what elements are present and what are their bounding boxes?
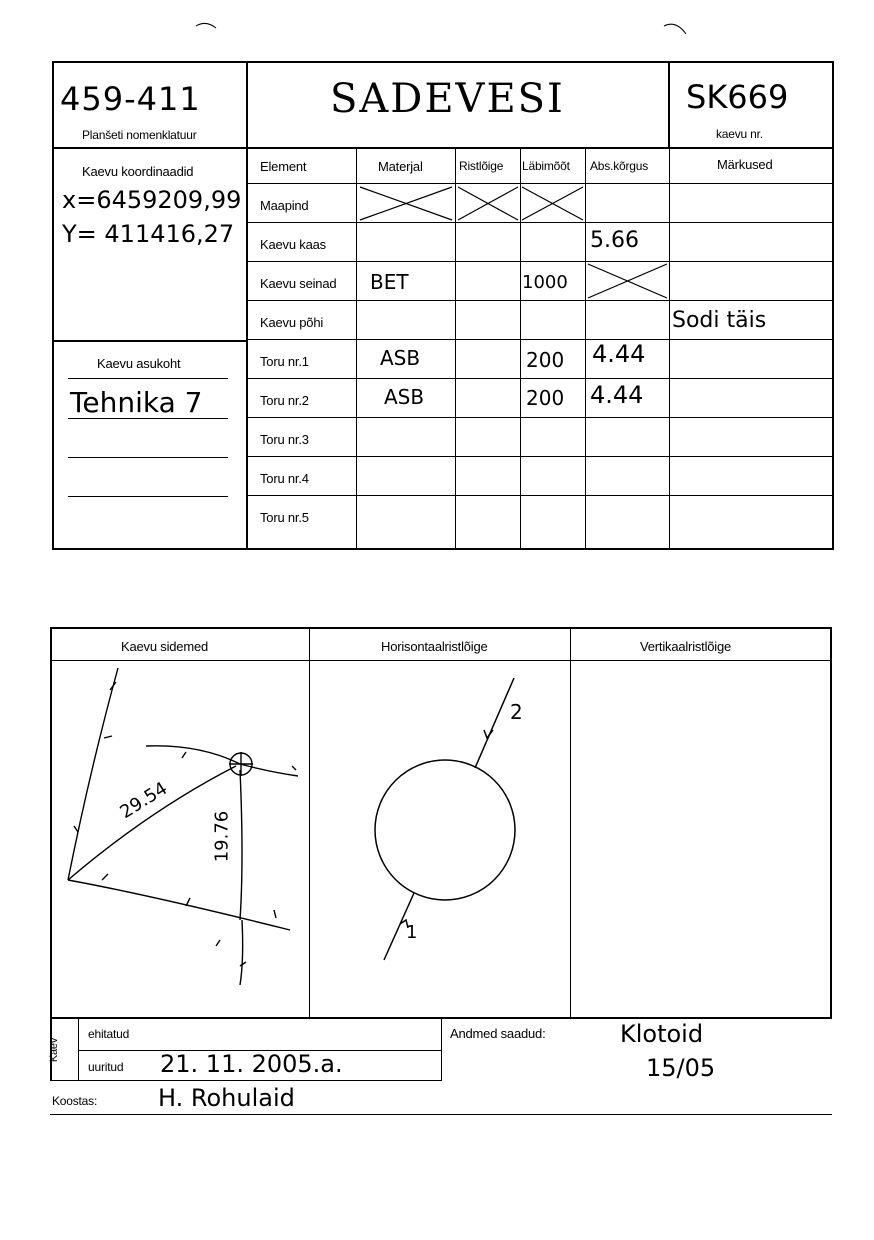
data-received-value-2: 15/05 (646, 1054, 716, 1082)
col-header-cross-section: Ristlõige (459, 159, 504, 173)
row-label-pipe-5: Toru nr.5 (260, 510, 309, 525)
pipe-1-label: 1 (406, 922, 418, 943)
pipe-2-material-value: ASB (384, 385, 425, 409)
well-number-label: kaevu nr. (716, 127, 763, 141)
location-label: Kaevu asukoht (97, 356, 181, 371)
vertical-section-label: Vertikaalristlõige (640, 639, 732, 654)
col-header-element: Element (260, 159, 307, 174)
row-label-lid: Kaevu kaas (260, 237, 326, 252)
pipe-2-height-value: 4.44 (590, 381, 644, 409)
well-number-value: SK669 (686, 78, 789, 116)
pipe-1-height-value: 4.44 (592, 340, 646, 368)
bottom-notes-value: Sodi täis (672, 308, 767, 333)
lid-height-value: 5.66 (590, 228, 639, 253)
row-label-bottom: Kaevu põhi (260, 315, 324, 330)
distance-b-label: 19.76 (211, 810, 233, 863)
data-received-value-1: Klotoid (620, 1020, 704, 1048)
built-label: ehitatud (88, 1027, 130, 1041)
compiled-by-value: H. Rohulaid (158, 1084, 295, 1112)
pipe-1-material-value: ASB (380, 346, 421, 370)
coordinate-x: x=6459209,99 (62, 186, 242, 214)
pipe-1-diameter-value: 200 (526, 348, 565, 372)
coordinate-y: Y= 411416,27 (62, 220, 235, 248)
nomenclature-value: 459-411 (60, 80, 201, 118)
row-label-pipe-3: Toru nr.3 (260, 432, 309, 447)
pipe-2-label: 2 (510, 700, 523, 724)
col-header-material: Materjal (378, 159, 423, 174)
row-label-walls: Kaevu seinad (260, 276, 337, 291)
nomenclature-label: Planšeti nomenklatuur (82, 128, 197, 142)
surveyed-label: uuritud (88, 1060, 124, 1074)
col-header-notes: Märkused (717, 157, 773, 172)
coordinates-label: Kaevu koordinaadid (82, 164, 194, 179)
ties-label: Kaevu sidemed (121, 639, 209, 654)
compiled-by-label: Koostas: (52, 1094, 98, 1108)
walls-material-value: BET (370, 270, 409, 294)
row-label-ground: Maapind (260, 198, 309, 213)
surveyed-value: 21. 11. 2005.a. (160, 1050, 343, 1078)
distance-a-label: 29.54 (116, 777, 172, 824)
col-header-abs-height: Abs.kõrgus (590, 159, 649, 173)
location-value: Tehnika 7 (70, 386, 203, 419)
col-header-diameter: Läbimõõt (522, 159, 570, 173)
row-label-pipe-2: Toru nr.2 (260, 393, 309, 408)
page-title: SADEVESI (330, 76, 565, 122)
row-label-pipe-1: Toru nr.1 (260, 354, 309, 369)
horizontal-section-label: Horisontaalristlõige (381, 639, 488, 654)
footer-side-label: Kaev (48, 1037, 61, 1063)
data-received-label: Andmed saadud: (450, 1026, 546, 1041)
pipe-2-diameter-value: 200 (526, 386, 565, 410)
walls-diameter-value: 1000 (522, 272, 568, 293)
row-label-pipe-4: Toru nr.4 (260, 471, 309, 486)
